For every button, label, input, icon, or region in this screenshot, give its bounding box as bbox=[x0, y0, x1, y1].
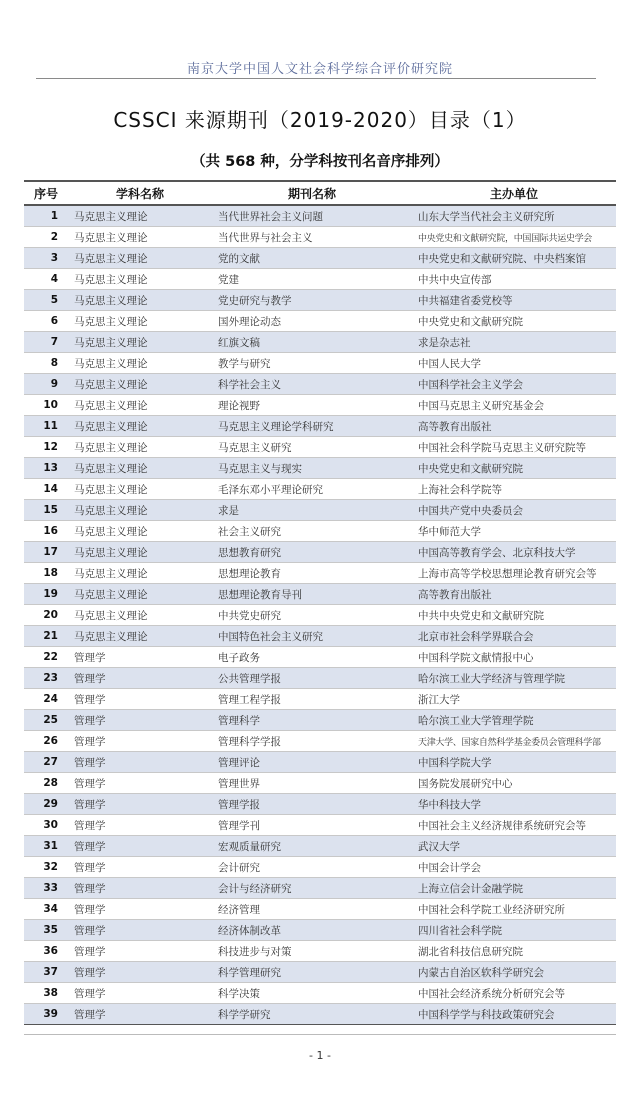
row-number: 18 bbox=[24, 563, 68, 584]
row-journal: 管理工程学报 bbox=[212, 689, 412, 710]
document-title: CSSCI 来源期刊（2019-2020）目录（1） bbox=[113, 108, 527, 132]
table-row bbox=[24, 332, 616, 353]
row-subject: 管理学 bbox=[68, 773, 212, 794]
row-subject: 管理学 bbox=[68, 857, 212, 878]
table-row bbox=[24, 500, 616, 521]
row-subject: 马克思主义理论 bbox=[68, 500, 212, 521]
row-journal: 管理世界 bbox=[212, 773, 412, 794]
table-row bbox=[24, 269, 616, 290]
row-organization: 中国科学社会主义学会 bbox=[412, 374, 616, 395]
row-organization: 山东大学当代社会主义研究所 bbox=[412, 205, 616, 227]
table-row bbox=[24, 689, 616, 710]
row-organization: 中共中央宣传部 bbox=[412, 269, 616, 290]
row-organization: 华中师范大学 bbox=[412, 521, 616, 542]
row-subject: 马克思主义理论 bbox=[68, 479, 212, 500]
row-journal: 科学管理研究 bbox=[212, 962, 412, 983]
table-row bbox=[24, 479, 616, 500]
row-journal: 红旗文稿 bbox=[212, 332, 412, 353]
row-organization: 内蒙古自治区软科学研究会 bbox=[412, 962, 616, 983]
row-subject: 管理学 bbox=[68, 941, 212, 962]
row-subject: 马克思主义理论 bbox=[68, 521, 212, 542]
table-row bbox=[24, 542, 616, 563]
row-journal: 当代世界与社会主义 bbox=[212, 227, 412, 248]
journal-table bbox=[24, 180, 616, 1025]
row-subject: 马克思主义理论 bbox=[68, 227, 212, 248]
row-subject: 管理学 bbox=[68, 983, 212, 1004]
table-body bbox=[24, 205, 616, 1025]
row-number: 1 bbox=[24, 205, 68, 227]
row-number: 15 bbox=[24, 500, 68, 521]
row-journal: 党的文献 bbox=[212, 248, 412, 269]
table-row bbox=[24, 248, 616, 269]
header-organization: 主办单位 bbox=[412, 181, 616, 205]
row-number: 30 bbox=[24, 815, 68, 836]
table-row bbox=[24, 920, 616, 941]
row-organization: 中国社会科学院工业经济研究所 bbox=[412, 899, 616, 920]
row-journal: 党建 bbox=[212, 269, 412, 290]
table-row bbox=[24, 521, 616, 542]
row-subject: 马克思主义理论 bbox=[68, 332, 212, 353]
row-organization: 中国高等教育学会、北京科技大学 bbox=[412, 542, 616, 563]
row-organization: 中国人民大学 bbox=[412, 353, 616, 374]
row-journal: 会计与经济研究 bbox=[212, 878, 412, 899]
table-row bbox=[24, 227, 616, 248]
table-row bbox=[24, 815, 616, 836]
table-row bbox=[24, 205, 616, 227]
row-journal: 管理学报 bbox=[212, 794, 412, 815]
row-subject: 马克思主义理论 bbox=[68, 626, 212, 647]
table-row bbox=[24, 857, 616, 878]
row-organization: 哈尔滨工业大学管理学院 bbox=[412, 710, 616, 731]
row-subject: 马克思主义理论 bbox=[68, 458, 212, 479]
row-journal: 管理科学 bbox=[212, 710, 412, 731]
table-row bbox=[24, 962, 616, 983]
row-subject: 管理学 bbox=[68, 710, 212, 731]
row-organization: 中央党史和文献研究院，中国国际共运史学会 bbox=[412, 227, 616, 248]
row-subject: 马克思主义理论 bbox=[68, 563, 212, 584]
row-subject: 管理学 bbox=[68, 647, 212, 668]
row-number: 19 bbox=[24, 584, 68, 605]
table-row bbox=[24, 416, 616, 437]
row-number: 4 bbox=[24, 269, 68, 290]
row-subject: 管理学 bbox=[68, 836, 212, 857]
footer-rule bbox=[24, 1034, 616, 1035]
row-number: 37 bbox=[24, 962, 68, 983]
document-subtitle: （共 568 种，分学科按刊名音序排列） bbox=[191, 154, 449, 170]
row-number: 24 bbox=[24, 689, 68, 710]
header-rule bbox=[36, 78, 596, 79]
row-subject: 管理学 bbox=[68, 1004, 212, 1025]
row-organization: 中共中央党史和文献研究院 bbox=[412, 605, 616, 626]
row-organization: 天津大学、国家自然科学基金委员会管理科学部 bbox=[412, 731, 616, 752]
row-journal: 科学学研究 bbox=[212, 1004, 412, 1025]
row-organization: 中国社会科学院马克思主义研究院等 bbox=[412, 437, 616, 458]
row-organization: 哈尔滨工业大学经济与管理学院 bbox=[412, 668, 616, 689]
row-organization: 中国科学学与科技政策研究会 bbox=[412, 1004, 616, 1025]
row-organization: 中共福建省委党校等 bbox=[412, 290, 616, 311]
row-organization: 上海社会科学院等 bbox=[412, 479, 616, 500]
row-journal: 中共党史研究 bbox=[212, 605, 412, 626]
row-number: 2 bbox=[24, 227, 68, 248]
row-number: 20 bbox=[24, 605, 68, 626]
row-organization: 高等教育出版社 bbox=[412, 416, 616, 437]
row-number: 29 bbox=[24, 794, 68, 815]
row-number: 23 bbox=[24, 668, 68, 689]
row-journal: 管理学刊 bbox=[212, 815, 412, 836]
row-organization: 中国科学院文献情报中心 bbox=[412, 647, 616, 668]
row-subject: 马克思主义理论 bbox=[68, 248, 212, 269]
table-row bbox=[24, 1004, 616, 1025]
row-subject: 马克思主义理论 bbox=[68, 584, 212, 605]
row-journal: 管理科学学报 bbox=[212, 731, 412, 752]
row-journal: 马克思主义与现实 bbox=[212, 458, 412, 479]
row-organization: 中国马克思主义研究基金会 bbox=[412, 395, 616, 416]
row-journal: 求是 bbox=[212, 500, 412, 521]
row-organization: 华中科技大学 bbox=[412, 794, 616, 815]
table-row bbox=[24, 647, 616, 668]
row-number: 16 bbox=[24, 521, 68, 542]
row-journal: 中国特色社会主义研究 bbox=[212, 626, 412, 647]
row-organization: 上海市高等学校思想理论教育研究会等 bbox=[412, 563, 616, 584]
row-journal: 经济管理 bbox=[212, 899, 412, 920]
row-number: 39 bbox=[24, 1004, 68, 1025]
row-number: 22 bbox=[24, 647, 68, 668]
row-subject: 马克思主义理论 bbox=[68, 290, 212, 311]
row-journal: 公共管理学报 bbox=[212, 668, 412, 689]
row-subject: 管理学 bbox=[68, 668, 212, 689]
row-number: 10 bbox=[24, 395, 68, 416]
row-organization: 中央党史和文献研究院 bbox=[412, 311, 616, 332]
table-row bbox=[24, 395, 616, 416]
row-number: 27 bbox=[24, 752, 68, 773]
row-journal: 社会主义研究 bbox=[212, 521, 412, 542]
table-row bbox=[24, 983, 616, 1004]
row-number: 21 bbox=[24, 626, 68, 647]
row-organization: 高等教育出版社 bbox=[412, 584, 616, 605]
row-journal: 马克思主义理论学科研究 bbox=[212, 416, 412, 437]
row-number: 12 bbox=[24, 437, 68, 458]
row-organization: 求是杂志社 bbox=[412, 332, 616, 353]
row-number: 5 bbox=[24, 290, 68, 311]
row-subject: 马克思主义理论 bbox=[68, 416, 212, 437]
row-organization: 武汉大学 bbox=[412, 836, 616, 857]
table-header-row bbox=[24, 181, 616, 205]
journal-table-wrapper bbox=[24, 180, 616, 1025]
row-journal: 教学与研究 bbox=[212, 353, 412, 374]
table-header bbox=[24, 181, 616, 205]
row-number: 34 bbox=[24, 899, 68, 920]
row-organization: 浙江大学 bbox=[412, 689, 616, 710]
table-row bbox=[24, 878, 616, 899]
row-organization: 中国科学院大学 bbox=[412, 752, 616, 773]
row-subject: 管理学 bbox=[68, 878, 212, 899]
row-journal: 国外理论动态 bbox=[212, 311, 412, 332]
row-organization: 中国会计学会 bbox=[412, 857, 616, 878]
row-subject: 马克思主义理论 bbox=[68, 205, 212, 227]
row-organization: 上海立信会计金融学院 bbox=[412, 878, 616, 899]
row-number: 36 bbox=[24, 941, 68, 962]
row-journal: 经济体制改革 bbox=[212, 920, 412, 941]
row-number: 6 bbox=[24, 311, 68, 332]
row-number: 8 bbox=[24, 353, 68, 374]
row-subject: 马克思主义理论 bbox=[68, 605, 212, 626]
row-journal: 科学决策 bbox=[212, 983, 412, 1004]
row-number: 3 bbox=[24, 248, 68, 269]
row-subject: 管理学 bbox=[68, 752, 212, 773]
row-number: 35 bbox=[24, 920, 68, 941]
row-journal: 会计研究 bbox=[212, 857, 412, 878]
row-organization: 北京市社会科学界联合会 bbox=[412, 626, 616, 647]
table-row bbox=[24, 752, 616, 773]
row-organization: 中国共产党中央委员会 bbox=[412, 500, 616, 521]
header-number: 序号 bbox=[24, 181, 68, 205]
row-number: 13 bbox=[24, 458, 68, 479]
table-row bbox=[24, 563, 616, 584]
row-organization: 中央党史和文献研究院、中央档案馆 bbox=[412, 248, 616, 269]
header-subject: 学科名称 bbox=[68, 181, 212, 205]
row-subject: 马克思主义理论 bbox=[68, 311, 212, 332]
table-row bbox=[24, 773, 616, 794]
table-row bbox=[24, 731, 616, 752]
row-journal: 当代世界社会主义问题 bbox=[212, 205, 412, 227]
row-subject: 马克思主义理论 bbox=[68, 269, 212, 290]
row-subject: 管理学 bbox=[68, 962, 212, 983]
row-number: 33 bbox=[24, 878, 68, 899]
header-journal: 期刊名称 bbox=[212, 181, 412, 205]
row-number: 32 bbox=[24, 857, 68, 878]
row-subject: 管理学 bbox=[68, 815, 212, 836]
table-row bbox=[24, 794, 616, 815]
row-number: 25 bbox=[24, 710, 68, 731]
table-row bbox=[24, 311, 616, 332]
row-subject: 马克思主义理论 bbox=[68, 395, 212, 416]
row-subject: 马克思主义理论 bbox=[68, 437, 212, 458]
row-organization: 国务院发展研究中心 bbox=[412, 773, 616, 794]
page-number: - 1 - bbox=[309, 1049, 331, 1062]
row-subject: 管理学 bbox=[68, 731, 212, 752]
table-row bbox=[24, 710, 616, 731]
row-journal: 党史研究与教学 bbox=[212, 290, 412, 311]
row-journal: 宏观质量研究 bbox=[212, 836, 412, 857]
row-journal: 毛泽东邓小平理论研究 bbox=[212, 479, 412, 500]
table-row bbox=[24, 458, 616, 479]
row-journal: 科学社会主义 bbox=[212, 374, 412, 395]
row-journal: 电子政务 bbox=[212, 647, 412, 668]
row-subject: 管理学 bbox=[68, 899, 212, 920]
row-subject: 马克思主义理论 bbox=[68, 374, 212, 395]
row-journal: 科技进步与对策 bbox=[212, 941, 412, 962]
row-organization: 中国社会经济系统分析研究会等 bbox=[412, 983, 616, 1004]
table-row bbox=[24, 626, 616, 647]
table-row bbox=[24, 374, 616, 395]
table-row bbox=[24, 836, 616, 857]
row-organization: 中央党史和文献研究院 bbox=[412, 458, 616, 479]
table-row bbox=[24, 353, 616, 374]
row-journal: 思想理论教育 bbox=[212, 563, 412, 584]
row-journal: 思想理论教育导刊 bbox=[212, 584, 412, 605]
row-subject: 马克思主义理论 bbox=[68, 353, 212, 374]
row-organization: 中国社会主义经济规律系统研究会等 bbox=[412, 815, 616, 836]
row-organization: 四川省社会科学院 bbox=[412, 920, 616, 941]
table-row bbox=[24, 899, 616, 920]
row-subject: 马克思主义理论 bbox=[68, 542, 212, 563]
table-row bbox=[24, 605, 616, 626]
table-row bbox=[24, 584, 616, 605]
row-number: 9 bbox=[24, 374, 68, 395]
row-journal: 马克思主义研究 bbox=[212, 437, 412, 458]
row-journal: 管理评论 bbox=[212, 752, 412, 773]
table-row bbox=[24, 668, 616, 689]
table-row bbox=[24, 437, 616, 458]
row-organization: 湖北省科技信息研究院 bbox=[412, 941, 616, 962]
row-number: 38 bbox=[24, 983, 68, 1004]
row-subject: 管理学 bbox=[68, 920, 212, 941]
table-row bbox=[24, 941, 616, 962]
row-number: 17 bbox=[24, 542, 68, 563]
row-journal: 思想教育研究 bbox=[212, 542, 412, 563]
row-subject: 管理学 bbox=[68, 794, 212, 815]
row-number: 31 bbox=[24, 836, 68, 857]
row-number: 14 bbox=[24, 479, 68, 500]
row-number: 11 bbox=[24, 416, 68, 437]
row-number: 7 bbox=[24, 332, 68, 353]
running-header: 南京大学中国人文社会科学综合评价研究院 bbox=[186, 62, 453, 77]
row-number: 28 bbox=[24, 773, 68, 794]
row-number: 26 bbox=[24, 731, 68, 752]
row-journal: 理论视野 bbox=[212, 395, 412, 416]
table-row bbox=[24, 290, 616, 311]
row-subject: 管理学 bbox=[68, 689, 212, 710]
